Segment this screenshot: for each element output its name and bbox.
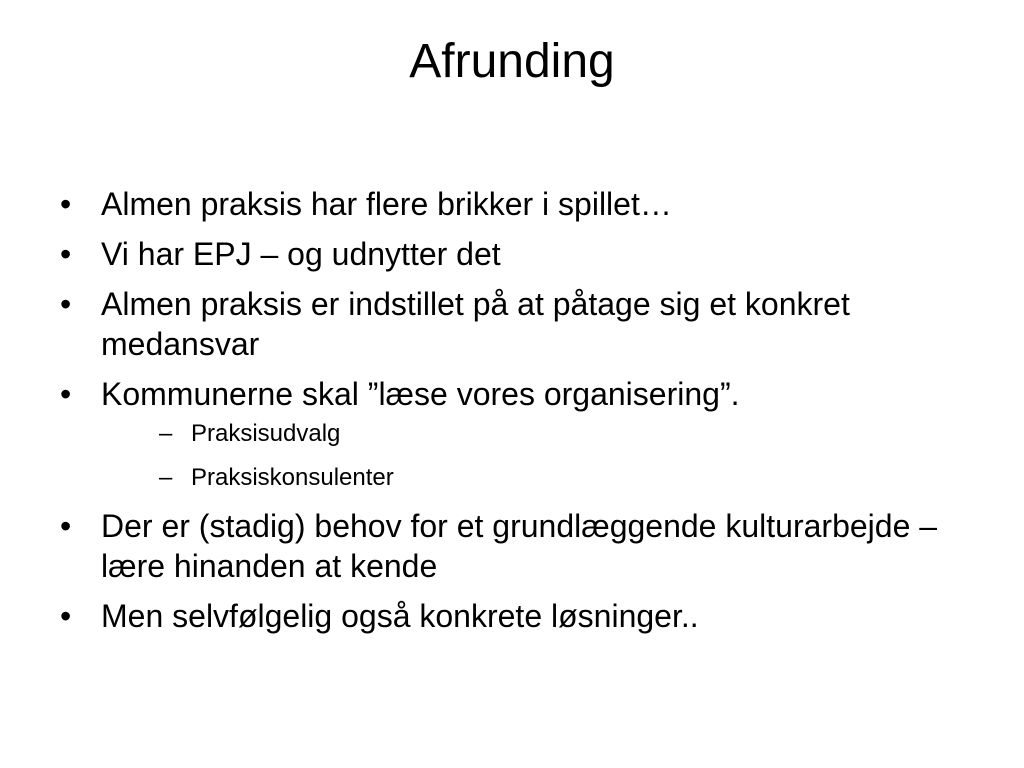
sub-bullet-list: [101, 418, 956, 494]
bullet-text: Der er (stadig) behov for et grundlæggende kulturarbejde – lære hinanden at kende: [101, 508, 938, 584]
bullet-icon: •: [60, 186, 72, 222]
bullet-text: Vi har EPJ – og udnytter det: [101, 236, 501, 272]
bullet-item: [56, 506, 956, 586]
bullet-icon: •: [60, 286, 72, 322]
sub-bullet-item: [101, 462, 956, 494]
bullet-item: [56, 374, 956, 494]
slide-title: Afrunding: [409, 35, 615, 88]
bullet-item: [56, 234, 956, 274]
bullet-item: [56, 596, 956, 636]
bullet-text: Kommunerne skal ”læse vores organisering”.: [101, 376, 740, 412]
sub-bullet-item: [101, 418, 956, 450]
dash-icon: –: [159, 464, 173, 491]
bullet-item: [56, 284, 956, 364]
bullet-icon: •: [60, 508, 72, 544]
bullet-icon: •: [60, 598, 72, 634]
bullet-icon: •: [60, 376, 72, 412]
dash-icon: –: [159, 420, 173, 447]
bullet-icon: •: [60, 236, 72, 272]
bullet-text: Almen praksis har flere brikker i spillet…: [101, 186, 672, 222]
bullet-text: Men selvfølgelig også konkrete løsninger..: [101, 598, 699, 634]
sub-bullet-text: Praksiskonsulenter: [191, 464, 394, 491]
bullet-item: [56, 184, 956, 224]
bullet-list: [56, 184, 956, 646]
bullet-text: Almen praksis er indstillet på at påtage sig et konkret medansvar: [101, 286, 850, 362]
sub-bullet-text: Praksisudvalg: [191, 420, 341, 447]
